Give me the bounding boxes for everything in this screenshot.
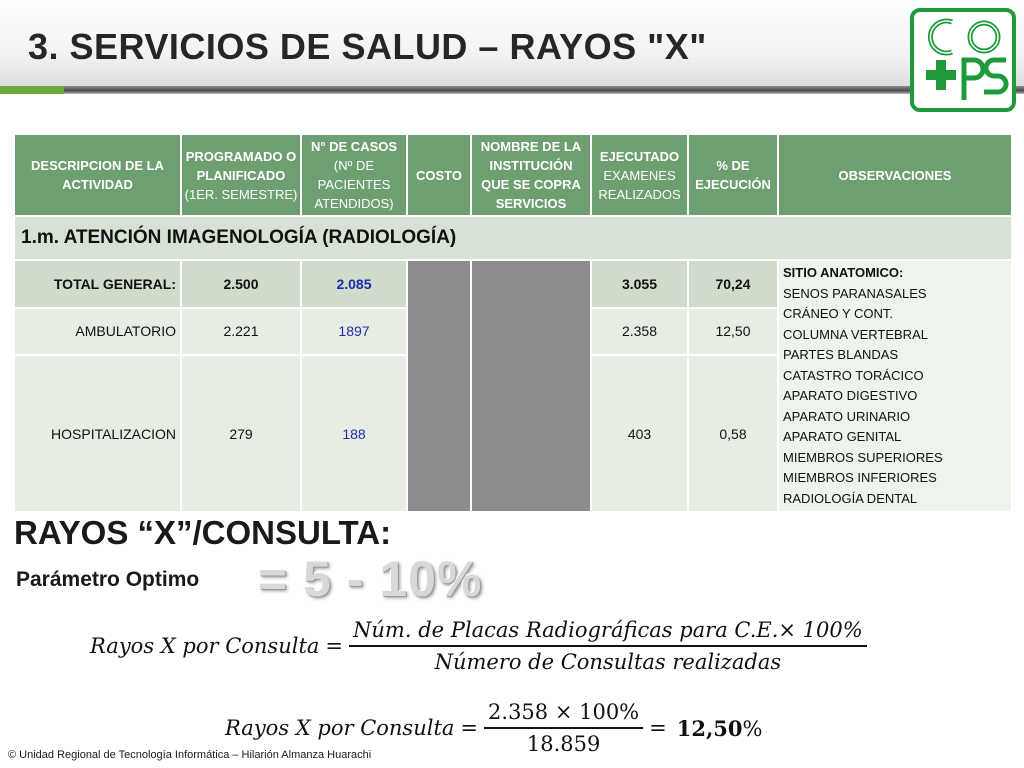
observaciones-cell bbox=[778, 260, 1012, 512]
result-unit: % bbox=[742, 716, 763, 741]
equals-sign: = bbox=[460, 716, 479, 740]
row-porcentaje: 12,50 bbox=[688, 308, 778, 356]
section-title: 1.m. ATENCIÓN IMAGENOLOGÍA (RADIOLOGÍA) bbox=[14, 216, 1012, 260]
radiology-table bbox=[13, 133, 1013, 513]
cops-logo bbox=[910, 8, 1016, 112]
equals-sign: = bbox=[325, 634, 344, 658]
obs-heading: SITIO ANATOMICO: bbox=[783, 265, 904, 280]
param-value: = 5 - 10% bbox=[258, 551, 483, 607]
row-ejecutado: 3.055 bbox=[591, 260, 688, 308]
formula-lhs: Rayos X por Consulta bbox=[225, 716, 455, 740]
row-ejecutado: 403 bbox=[591, 355, 688, 512]
row-ejecutado: 2.358 bbox=[591, 308, 688, 356]
row-programado: 2.500 bbox=[181, 260, 301, 308]
row-programado: 2.221 bbox=[181, 308, 301, 356]
obs-item: SENOS PARANASALES bbox=[783, 285, 927, 301]
result-value: 12,50 bbox=[676, 715, 743, 741]
obs-item: MIEMBROS INFERIORES bbox=[783, 470, 937, 485]
institucion-cell bbox=[471, 260, 591, 512]
row-casos: 188 bbox=[301, 355, 407, 512]
obs-item: COLUMNA VERTEBRAL bbox=[783, 326, 928, 342]
col-header-ejecutado: EJECUTADO EXAMENES REALIZADOS bbox=[591, 134, 688, 216]
section-row bbox=[14, 216, 1012, 260]
col-header-casos: N° DE CASOS (Nº DE PACIENTES ATENDIDOS) bbox=[301, 134, 407, 216]
row-casos: 2.085 bbox=[301, 260, 407, 308]
row-casos: 1897 bbox=[301, 308, 407, 356]
row-desc: TOTAL GENERAL: bbox=[14, 260, 181, 308]
formula-general bbox=[90, 618, 867, 674]
formula-calculation bbox=[225, 700, 762, 756]
title-rule-accent bbox=[0, 86, 64, 94]
formula-denominator: 18.859 bbox=[526, 732, 601, 756]
obs-item: APARATO DIGESTIVO bbox=[783, 388, 918, 403]
formula-numerator: 2.358 × 100% bbox=[488, 700, 640, 724]
obs-item: CRÁNEO Y CONT. bbox=[783, 306, 894, 321]
row-porcentaje: 70,24 bbox=[688, 260, 778, 308]
col-header-institucion: NOMBRE DE LA INSTITUCIÓN QUE SE COPRA SERVICIOS bbox=[471, 134, 591, 216]
title-rule bbox=[0, 86, 1024, 94]
row-desc: HOSPITALIZACION bbox=[14, 355, 181, 512]
row-desc: AMBULATORIO bbox=[14, 308, 181, 356]
table-row bbox=[14, 260, 1012, 308]
col-header-programado: PROGRAMADO O PLANIFICADO (1ER. SEMESTRE) bbox=[181, 134, 301, 216]
equals-sign: = bbox=[649, 716, 667, 740]
formula-fraction bbox=[349, 618, 867, 674]
obs-item: CATASTRO TORÁCICO bbox=[783, 367, 924, 383]
formula-denominator: Número de Consultas realizadas bbox=[434, 650, 782, 674]
footer-credit: © Unidad Regional de Tecnología Informática – Hilarión Almanza Huarachi bbox=[8, 749, 372, 761]
fraction-bar bbox=[349, 645, 867, 647]
obs-item: MIEMBROS SUPERIORES bbox=[783, 449, 943, 465]
formula-numerator: Núm. de Placas Radiográficas para C.E.× 100% bbox=[353, 618, 863, 642]
obs-item: RADIOLOGÍA DENTAL bbox=[783, 490, 918, 506]
fraction-bar bbox=[484, 727, 643, 729]
param-label: Parámetro Optimo bbox=[16, 568, 200, 591]
col-header-porcentaje: % DE EJECUCIÓN bbox=[688, 134, 778, 216]
obs-item: APARATO URINARIO bbox=[783, 408, 911, 424]
formula-fraction bbox=[484, 700, 643, 756]
formula-lhs: Rayos X por Consulta bbox=[90, 634, 320, 658]
row-programado: 279 bbox=[181, 355, 301, 512]
formula-result bbox=[677, 716, 763, 741]
table-header-row bbox=[14, 134, 1012, 216]
row-porcentaje: 0,58 bbox=[688, 355, 778, 512]
col-header-costo: COSTO bbox=[407, 134, 471, 216]
page-title: 3. SERVICIOS DE SALUD – RAYOS "X" bbox=[28, 26, 707, 67]
obs-item: APARATO GENITAL bbox=[783, 429, 902, 444]
obs-item: PARTES BLANDAS bbox=[783, 347, 899, 362]
col-header-descripcion: DESCRIPCION DE LA ACTIVIDAD bbox=[14, 134, 181, 216]
costo-cell bbox=[407, 260, 471, 512]
indicator-title: RAYOS “X”/CONSULTA: bbox=[14, 514, 392, 551]
col-header-observaciones: OBSERVACIONES bbox=[778, 134, 1012, 216]
